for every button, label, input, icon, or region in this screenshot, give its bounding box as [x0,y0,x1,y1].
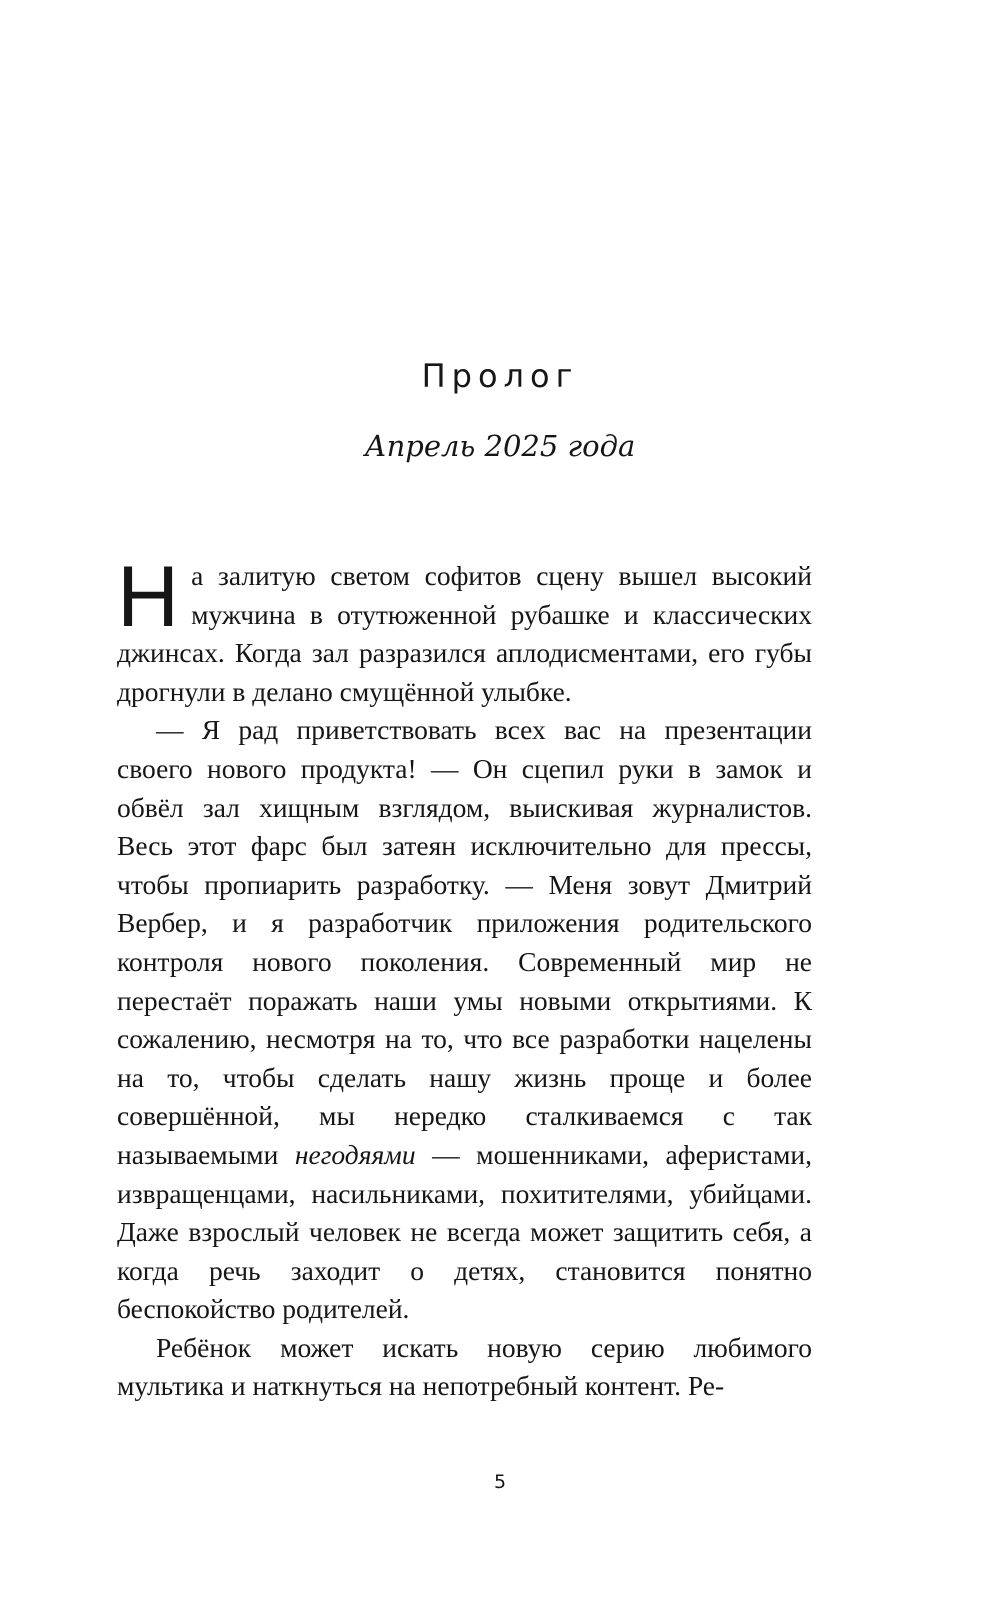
paragraph-3: Ребёнок может искать новую серию любимого мультика и наткнуться на непотребный контент. Ре- [117,1331,812,1402]
italic-word: негодяями [294,1138,416,1170]
chapter-title: Пролог [421,357,579,395]
paragraph-2-text-start: — Я рад приветствовать всех вас на презентации своего нового продукта! — Он сцепил руки в замок и обвёл зал хищным взглядом, выискивая журналистов. Весь этот фарс был затеян исключительно для прессы, чтобы пропиарить разработку. — Меня зовут Дмитрий Вербер, и я разработчик приложения родительского контроля нового поколения. Современный мир не перестаёт поражать наши умы новыми открытиями. К сожалению, несмотря на то, что все разработки нацелены на то, чтобы сделать нашу жизнь проще и более совершённой, мы нередко сталкиваемся с так называемыми [117,714,812,1170]
paragraph-2-text-end: — мошенниками, аферистами, извращенцами, насильниками, похитителями, убийцами. Даже взрослый человек не всегда может защитить себя, а когда речь заходит о детях, становится понятно беспокойство родителей. [117,1138,812,1325]
page-number: 5 [493,1471,507,1493]
paragraph-2 [117,711,812,1329]
chapter-date-subtitle: Апрель 2025 года [364,429,636,463]
paragraph-1-text: а залитую светом софитов сцену вышел высокий мужчина в отутюженной рубашке и классических джинсах. Когда зал разразился аплодисментами, его губы дрогнули в делано смущённой улыбке. [117,560,812,707]
paragraph-1 [117,549,812,711]
body-text [117,549,812,1406]
drop-cap: Н [117,549,180,645]
